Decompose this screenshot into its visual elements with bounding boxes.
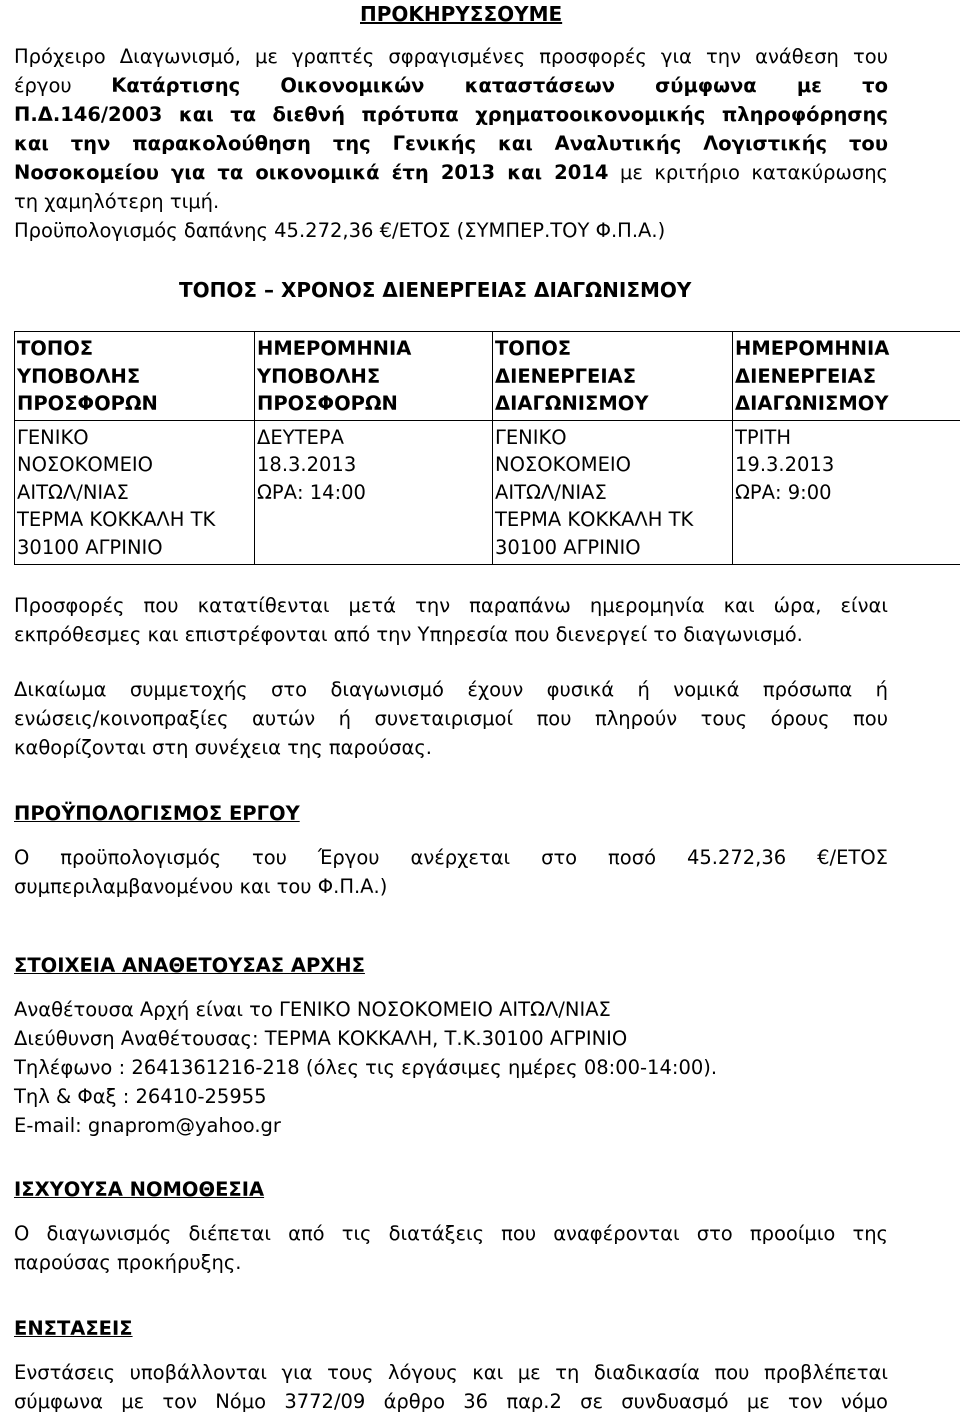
cell-text: ΩΡΑ: 9:00 bbox=[735, 479, 958, 507]
cell-text: 30100 ΑΓΡΙΝΙΟ bbox=[495, 534, 730, 562]
intro-line-6: τη χαμηλότερη τιμή. bbox=[14, 187, 888, 216]
spacer bbox=[14, 1344, 888, 1359]
project-name-part-1: Κατάρτισης Οικονομικών καταστάσεων σύμφωνα με το bbox=[111, 74, 888, 97]
intro-line-3 bbox=[14, 100, 888, 129]
authority-heading: ΣΤΟΙΧΕΙΑ ΑΝΑΘΕΤΟΥΣΑΣ ΑΡΧΗΣ bbox=[14, 952, 888, 981]
cell-text: ΑΙΤΩΛ/ΝΙΑΣ bbox=[17, 479, 252, 507]
legislation-section bbox=[14, 1176, 888, 1278]
intro-line-1: Πρόχειρο Διαγωνισμό, με γραπτές σφραγισμένες προσφορές για την ανάθεση του bbox=[14, 42, 888, 71]
schedule-table-title: ΤΟΠΟΣ – ΧΡΟΝΟΣ ΔΙΕΝΕΡΓΕΙΑΣ ΔΙΑΓΩΝΙΣΜΟΥ bbox=[179, 278, 691, 302]
objections-heading: ΕΝΣΤΑΣΕΙΣ bbox=[14, 1315, 888, 1344]
cell-tender-place bbox=[493, 420, 733, 564]
cell-text: ΔΕΥΤΕΡΑ bbox=[257, 424, 490, 452]
header-text: ΔΙΕΝΕΡΓΕΙΑΣ bbox=[735, 363, 958, 391]
spacer bbox=[14, 829, 888, 844]
rights-line-2: ενώσεις/κοινοπραξίες αυτών ή συνεταιρισμοί που πληρούν τους όρους που bbox=[14, 705, 888, 734]
schedule-data-row bbox=[15, 420, 960, 564]
header-text: ΥΠΟΒΟΛΗΣ bbox=[17, 363, 252, 391]
spacer bbox=[14, 1205, 888, 1220]
header-text: ΔΙΑΓΩΝΙΣΜΟΥ bbox=[735, 390, 958, 418]
objections-line-1: Ενστάσεις υποβάλλονται για τους λόγους και με τη διαδικασία που προβλέπεται bbox=[14, 1359, 888, 1388]
cell-text: ΝΟΣΟΚΟΜΕΙΟ bbox=[495, 451, 730, 479]
intro-line-2 bbox=[14, 71, 888, 100]
header-submission-date bbox=[255, 332, 493, 421]
offers-line-2: εκπρόθεσμες και επιστρέφονται από την Υπηρεσία που διενεργεί το διαγωνισμό. bbox=[14, 621, 888, 650]
authority-line: Αναθέτουσα Αρχή είναι το ΓΕΝΙΚΟ ΝΟΣΟΚΟΜΕΙΟ ΑΙΤΩΛ/ΝΙΑΣ bbox=[14, 996, 888, 1025]
objections-section bbox=[14, 1315, 888, 1417]
spacer bbox=[14, 981, 888, 996]
budget-summary: Προϋπολογισμός δαπάνης 45.272,36 €/ΕΤΟΣ (ΣΥΜΠΕΡ.ΤΟΥ Φ.Π.Α.) bbox=[14, 216, 888, 245]
cell-text: ΓΕΝΙΚΟ bbox=[17, 424, 252, 452]
schedule-header-row bbox=[15, 332, 960, 421]
rights-paragraph bbox=[14, 676, 888, 763]
legislation-heading: ΙΣΧΥΟΥΣΑ ΝΟΜΟΘΕΣΙΑ bbox=[14, 1176, 888, 1205]
rights-line-3: καθορίζονται στη συνέχεια της παρούσας. bbox=[14, 734, 888, 763]
objections-line-2: σύμφωνα με τον Νόμο 3772/09 άρθρο 36 παρ.2 σε συνδυασμό με τον νόμο bbox=[14, 1388, 888, 1417]
header-text: ΠΡΟΣΦΟΡΩΝ bbox=[17, 390, 252, 418]
cell-text: ΤΡΙΤΗ bbox=[735, 424, 958, 452]
header-text: ΤΟΠΟΣ bbox=[17, 335, 252, 363]
cell-text: ΩΡΑ: 14:00 bbox=[257, 479, 490, 507]
rights-line-1: Δικαίωμα συμμετοχής στο διαγωνισμό έχουν φυσικά ή νομικά πρόσωπα ή bbox=[14, 676, 888, 705]
cell-text: ΤΕΡΜΑ ΚΟΚΚΑΛΗ ΤΚ bbox=[495, 506, 730, 534]
header-text: ΔΙΕΝΕΡΓΕΙΑΣ bbox=[495, 363, 730, 391]
authority-section bbox=[14, 952, 888, 1141]
intro-line-2-prefix: έργου bbox=[14, 74, 72, 97]
cell-text: ΑΙΤΩΛ/ΝΙΑΣ bbox=[495, 479, 730, 507]
header-text: ΤΟΠΟΣ bbox=[495, 335, 730, 363]
project-name-part-2: Π.Δ.146/2003 και τα διεθνή πρότυπα χρηματοοικονομικής πληροφόρησης bbox=[14, 103, 888, 126]
cell-submission-date bbox=[255, 420, 493, 564]
header-text: ΗΜΕΡΟΜΗΝΙΑ bbox=[735, 335, 958, 363]
header-tender-place bbox=[493, 332, 733, 421]
authority-fax: Τηλ & Φαξ : 26410-25955 bbox=[14, 1083, 888, 1112]
legislation-line-1: Ο διαγωνισμός διέπεται από τις διατάξεις που αναφέρονται στο προοίμιο της bbox=[14, 1220, 888, 1249]
header-text: ΗΜΕΡΟΜΗΝΙΑ bbox=[257, 335, 490, 363]
cell-text: 18.3.2013 bbox=[257, 451, 490, 479]
cell-text: ΤΕΡΜΑ ΚΟΚΚΑΛΗ ΤΚ bbox=[17, 506, 252, 534]
header-tender-date bbox=[733, 332, 960, 421]
project-name-part-4: Νοσοκομείου για τα οικονομικά έτη 2013 και 2014 bbox=[14, 161, 608, 184]
header-text: ΔΙΑΓΩΝΙΣΜΟΥ bbox=[495, 390, 730, 418]
schedule-table bbox=[14, 331, 960, 565]
cell-text: ΓΕΝΙΚΟ bbox=[495, 424, 730, 452]
cell-submission-place bbox=[15, 420, 255, 564]
authority-email: E-mail: gnaprom@yahoo.gr bbox=[14, 1112, 888, 1141]
header-text: ΥΠΟΒΟΛΗΣ bbox=[257, 363, 490, 391]
cell-text: 19.3.2013 bbox=[735, 451, 958, 479]
cell-tender-date bbox=[733, 420, 960, 564]
cell-text: ΝΟΣΟΚΟΜΕΙΟ bbox=[17, 451, 252, 479]
offers-paragraph bbox=[14, 592, 888, 650]
document-title: ΠΡΟΚΗΡΥΣΣΟΥΜΕ bbox=[360, 2, 562, 26]
budget-heading: ΠΡΟΫΠΟΛΟΓΙΣΜΟΣ ΕΡΓΟΥ bbox=[14, 800, 888, 829]
budget-line-2: συμπεριλαμβανομένου και του Φ.Π.Α.) bbox=[14, 873, 888, 902]
authority-address: Διεύθυνση Αναθέτουσας: ΤΕΡΜΑ ΚΟΚΚΑΛΗ, Τ.Κ.30100 ΑΓΡΙΝΙΟ bbox=[14, 1025, 888, 1054]
legislation-line-2: παρούσας προκήρυξης. bbox=[14, 1249, 888, 1278]
intro-line-5 bbox=[14, 158, 888, 187]
award-criterion: με κριτήριο κατακύρωσης bbox=[620, 161, 888, 184]
authority-phone: Τηλέφωνο : 2641361216-218 (όλες τις εργάσιμες ημέρες 08:00-14:00). bbox=[14, 1054, 888, 1083]
header-submission-place bbox=[15, 332, 255, 421]
budget-section bbox=[14, 800, 888, 902]
offers-line-1: Προσφορές που κατατίθενται μετά την παραπάνω ημερομηνία και ώρα, είναι bbox=[14, 592, 888, 621]
header-text: ΠΡΟΣΦΟΡΩΝ bbox=[257, 390, 490, 418]
budget-line-1: Ο προϋπολογισμός του Έργου ανέρχεται στο ποσό 45.272,36 €/ΕΤΟΣ bbox=[14, 844, 888, 873]
intro-line-4 bbox=[14, 129, 888, 158]
intro-paragraph bbox=[14, 42, 888, 245]
project-name-part-3: και την παρακολούθηση της Γενικής και Αναλυτικής Λογιστικής του bbox=[14, 132, 888, 155]
cell-text: 30100 ΑΓΡΙΝΙΟ bbox=[17, 534, 252, 562]
